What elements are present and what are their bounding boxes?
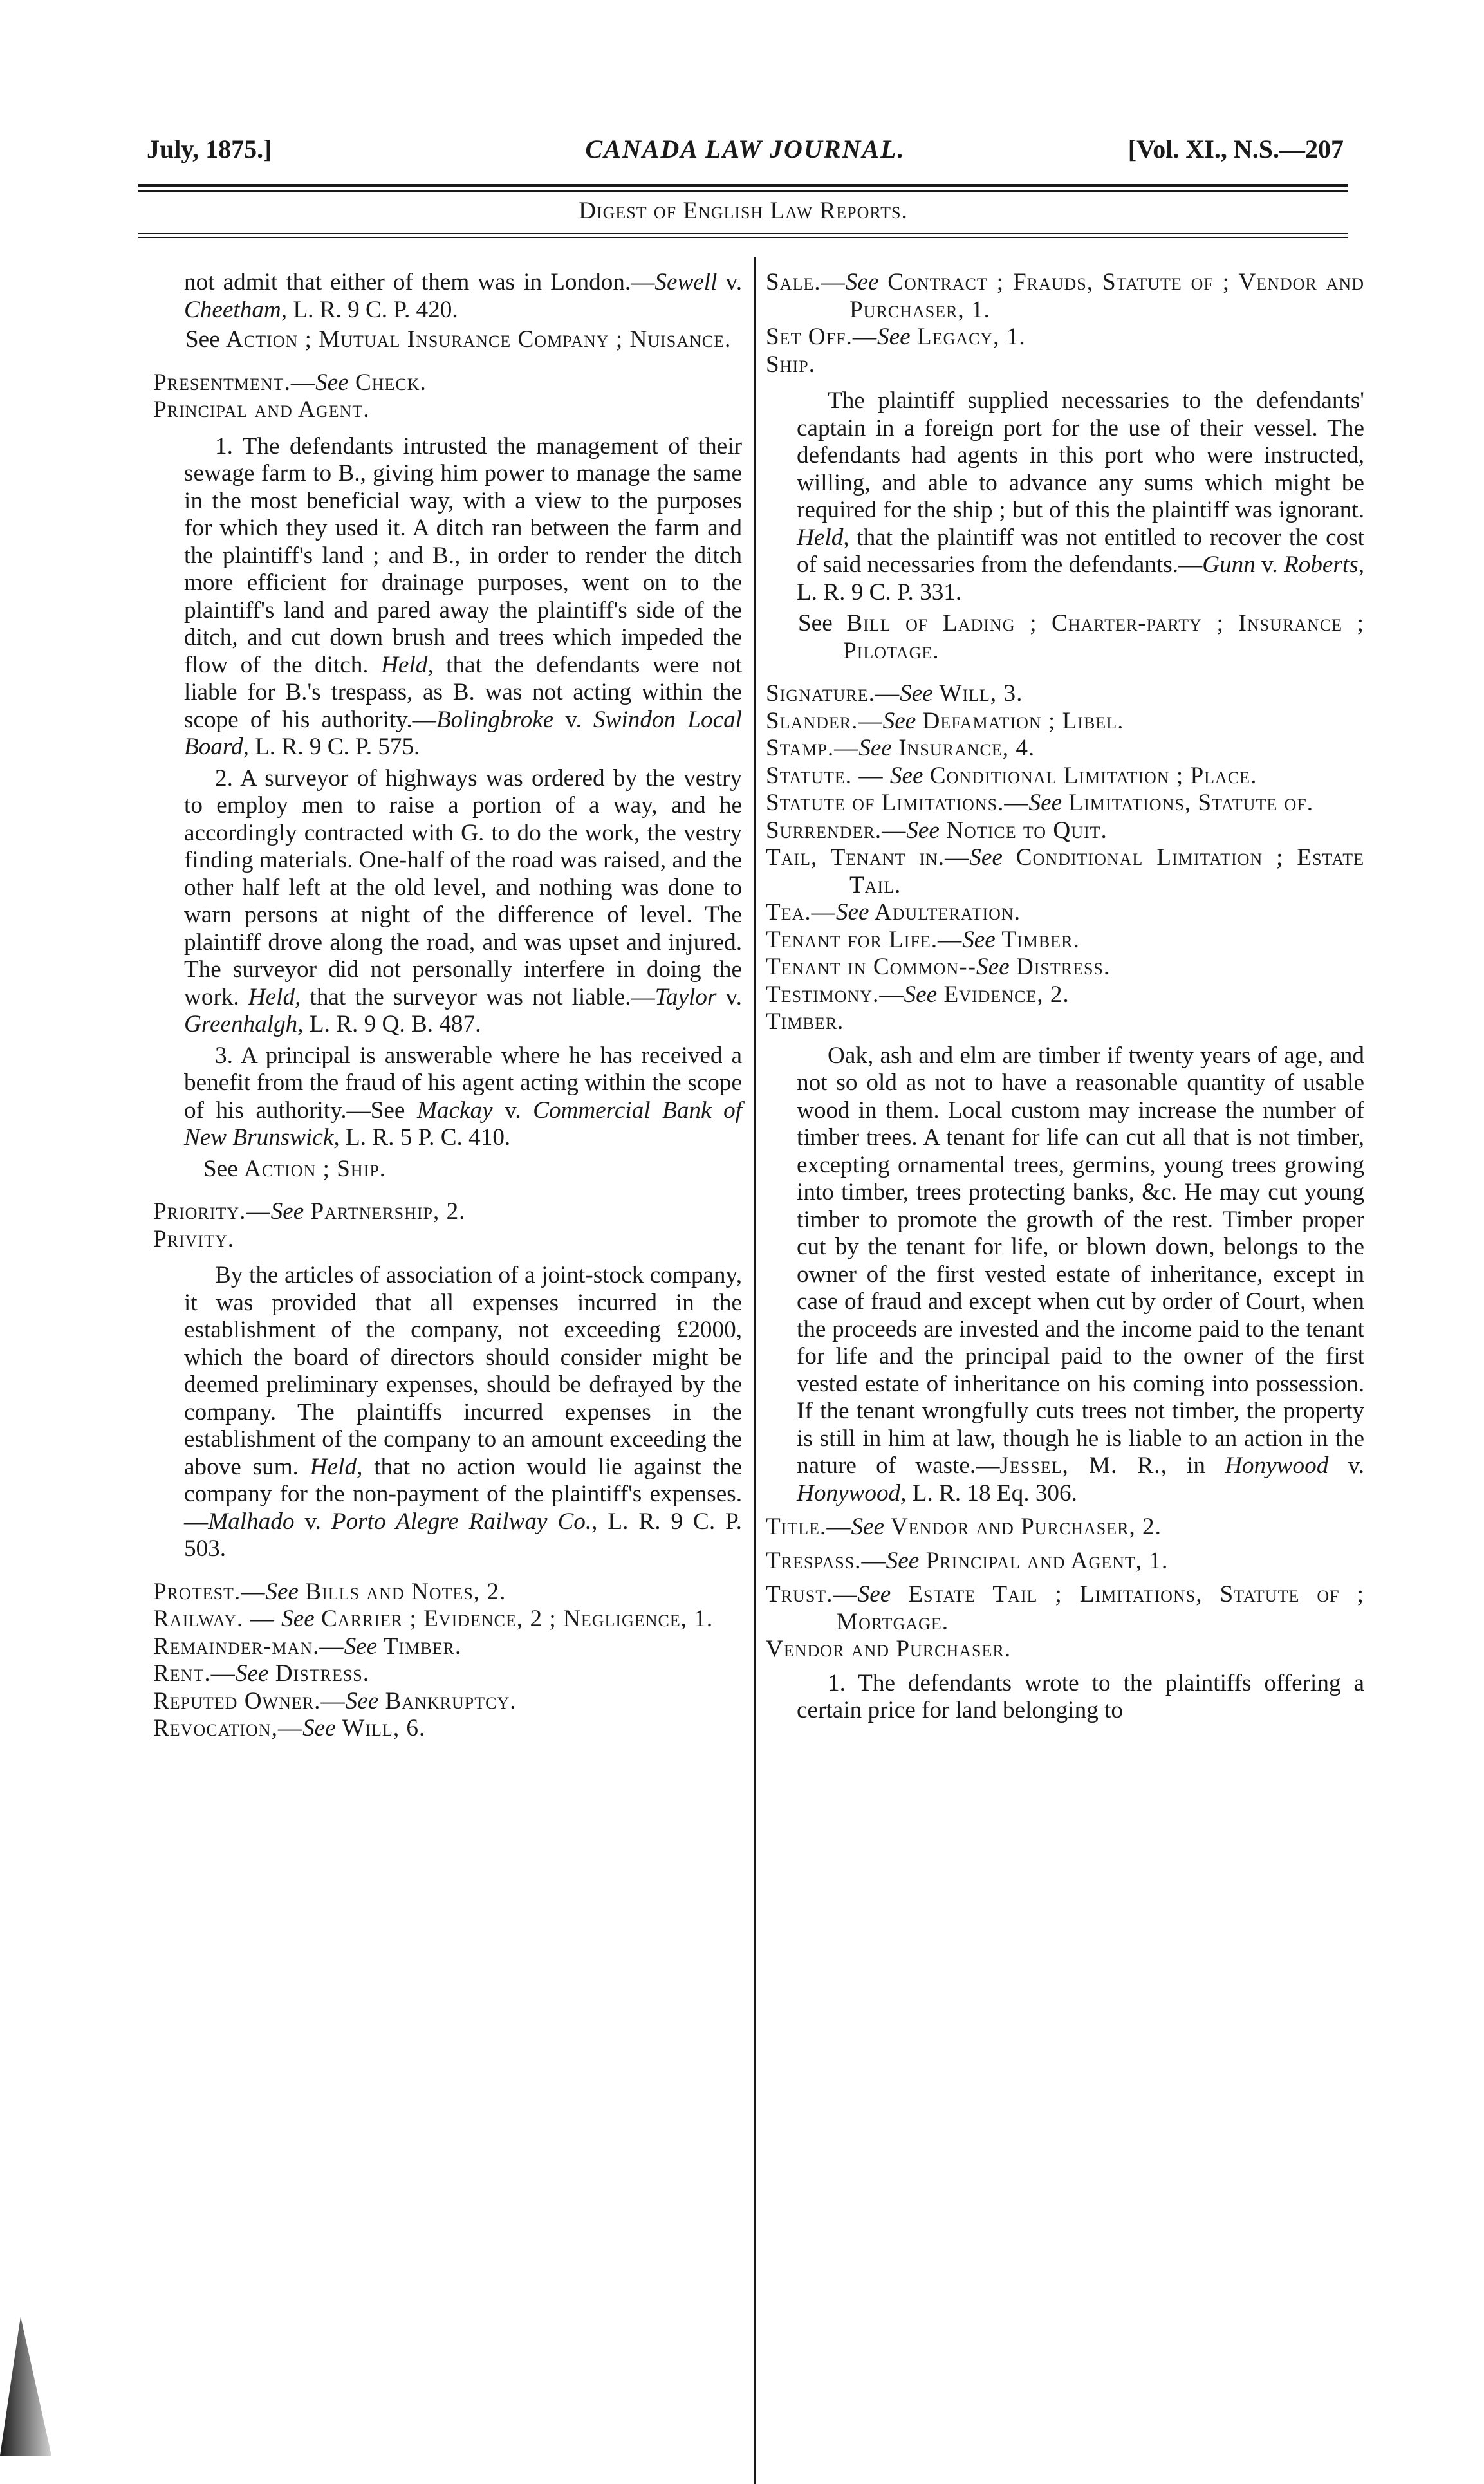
page-edge-shadow	[0, 2317, 51, 2456]
continued-paragraph: not admit that either of them was in London.—Sewell v. Cheetham, L. R. 9 C. P. 420.	[184, 269, 742, 323]
header-rule-thick	[138, 184, 1348, 187]
entry-stamp: Stamp.—See Insurance, 4.	[766, 735, 1035, 761]
entry-railway: Railway. — See Carrier ; Evidence, 2 ; Negligence, 1.	[153, 1606, 714, 1632]
section-title: Digest of English Law Reports.	[579, 198, 908, 224]
entry-remainder-man: Remainder-man.—See Timber.	[153, 1633, 462, 1660]
header-rule-thin	[138, 190, 1348, 192]
entry-trespass: Trespass.—See Principal and Agent, 1.	[766, 1547, 1169, 1574]
entry-set-off: Set Off.—See Legacy, 1.	[766, 324, 1026, 350]
heading-ship: Ship.	[766, 351, 815, 378]
entry-revocation: Revocation,—See Will, 6.	[153, 1715, 426, 1741]
entry-tenant-for-life: Tenant for Life.—See Timber.	[766, 926, 1080, 953]
subtitle-rule-bottom	[138, 237, 1348, 238]
volume-page: [Vol. XI., N.S.—207	[1127, 134, 1344, 163]
entry-presentment: Presentment.—See Check.	[153, 369, 427, 396]
entry-sale: Sale.—See Contract ; Frauds, Statute of ; Vendor and Purchaser, 1.	[766, 269, 1364, 323]
entry-priority: Priority.—See Partnership, 2.	[153, 1198, 466, 1225]
entry-title: Title.—See Vendor and Purchaser, 2.	[766, 1514, 1162, 1540]
entry-tenant-in-common: Tenant in Common--See Distress.	[766, 954, 1111, 980]
paragraph-ship: The plaintiff supplied necessaries to the defendants' captain in a foreign port for the use of their vessel. The defendants had agents in this port who were instructed, willing, and able to advance any sums which might be required for the ship ; but of this the plaintiff was ignorant. Held, that the plaintiff was not entitled to recover the cost of said necessaries from the defendants.—Gunn v. Roberts, L. R. 9 C. P. 331.	[797, 387, 1364, 606]
paragraph-pa-3: 3. A principal is answerable where he has received a benefit from the fraud of his agent acting within the scope of his authority.—See Mackay v. Commercial Bank of New Brunswick, L. R. 5 P. C. 410.	[184, 1042, 742, 1151]
see-also-line: See Action ; Ship.	[203, 1155, 387, 1182]
paragraph-pa-1: 1. The defendants intrusted the management of their sewage farm to B., giving him power to manage the same in the most beneficial way, with a view to the purposes for which they used it. A ditch ran between the farm and the plaintiff's land ; and B., in order to render the ditch more efficient for drainage purposes, went on to the plaintiff's land and pared away the plaintiff's side of the ditch, and cut down brush and trees which impeded the flow of the ditch. Held, that the defendants were not liable for B.'s trespass, as B. was not acting within the scope of his authority.—Bolingbroke v. Swindon Local Board, L. R. 9 C. P. 575.	[184, 432, 743, 760]
entry-statute: Statute. — See Conditional Limitation ; Place.	[766, 762, 1257, 789]
heading-principal-and-agent: Principal and Agent.	[153, 396, 370, 423]
heading-timber: Timber.	[766, 1008, 844, 1035]
entry-testimony: Testimony.—See Evidence, 2.	[766, 981, 1070, 1008]
entry-reputed-owner: Reputed Owner.—See Bankruptcy.	[153, 1687, 517, 1714]
see-also-line: See Bill of Lading ; Charter-party ; Insurance ; Pilotage.	[798, 610, 1364, 664]
entry-surrender: Surrender.—See Notice to Quit.	[766, 817, 1108, 844]
paragraph-timber: Oak, ash and elm are timber if twenty years of age, and not so old as not to have a reasonable quantity of usable wood in them. Local custom may increase the number of timber trees. A tenant for life can cut all that is not timber, excepting ornamental trees, germins, young trees growing into timber, trees protecting banks, &c. He may cut young timber to promote the growth of the rest. Timber proper cut by the tenant for life, or blown down, belongs to the owner of the first vested estate of inheritance, except in case of fraud and except when cut by order of Court, when the proceeds are invested and the income paid to the tenant for life and the principal paid to the owner of the first vested estate of inheritance on his coming into possession. If the tenant wrongfully cuts trees not timber, the property is still in him at law, though he is liable to an action in the nature of waste.—Jessel, M. R., in Honywood v. Honywood, L. R. 18 Eq. 306.	[797, 1042, 1364, 1506]
running-header	[147, 134, 1344, 172]
subtitle-rule-top	[138, 233, 1348, 234]
entry-statute-of-limitations: Statute of Limitations.—See Limitations, Statute of.	[766, 790, 1314, 816]
paragraph-vp-1: 1. The defendants wrote to the plaintiffs offering a certain price for land belonging to	[797, 1669, 1364, 1723]
entry-tail-tenant-in: Tail, Tenant in.—See Conditional Limitation ; Estate Tail.	[766, 844, 1364, 898]
paragraph-pa-2: 2. A surveyor of highways was ordered by the vestry to employ men to raise a portion of a way, and he accordingly contracted with G. to do the work, the vestry finding materials. One-half of the road was raised, and the other half left at the old level, and nothing was done to warn persons at night of the difference of level. The plaintiff drove along the road, and was upset and injured. The surveyor did not personally interfere in doing the work. Held, that the surveyor was not liable.—Taylor v. Greenhalgh, L. R. 9 Q. B. 487.	[184, 765, 742, 1037]
entry-rent: Rent.—See Distress.	[153, 1660, 370, 1687]
issue-date: July, 1875.]	[147, 134, 272, 163]
entry-protest: Protest.—See Bills and Notes, 2.	[153, 1578, 506, 1605]
heading-privity: Privity.	[153, 1225, 235, 1252]
entry-signature: Signature.—See Will, 3.	[766, 680, 1023, 707]
journal-title: CANADA LAW JOURNAL.	[585, 134, 905, 163]
heading-vendor-and-purchaser: Vendor and Purchaser.	[766, 1636, 1012, 1662]
entry-trust: Trust.—See Estate Tail ; Limitations, Statute of ; Mortgage.	[766, 1581, 1364, 1635]
right-column	[766, 269, 1364, 1729]
entry-tea: Tea.—See Adulteration.	[766, 899, 1021, 925]
see-also-line: See Action ; Mutual Insurance Company ; Nuisance.	[185, 326, 732, 353]
entry-slander: Slander.—See Defamation ; Libel.	[766, 707, 1124, 734]
paragraph-privity: By the articles of association of a joint-stock company, it was provided that all expenses incurred in the establishment of the company, not exceeding £2000, which the board of directors should consider might be deemed preliminary expenses, should be defrayed by the company. The plaintiffs incurred expenses in the establishment of the company to an amount exceeding the above sum. Held, that no action would lie against the company for the non-payment of the plaintiff's expenses.—Malhado v. Porto Alegre Railway Co., L. R. 9 C. P. 503.	[184, 1262, 742, 1562]
left-column	[153, 269, 742, 1743]
column-divider	[754, 257, 756, 2484]
